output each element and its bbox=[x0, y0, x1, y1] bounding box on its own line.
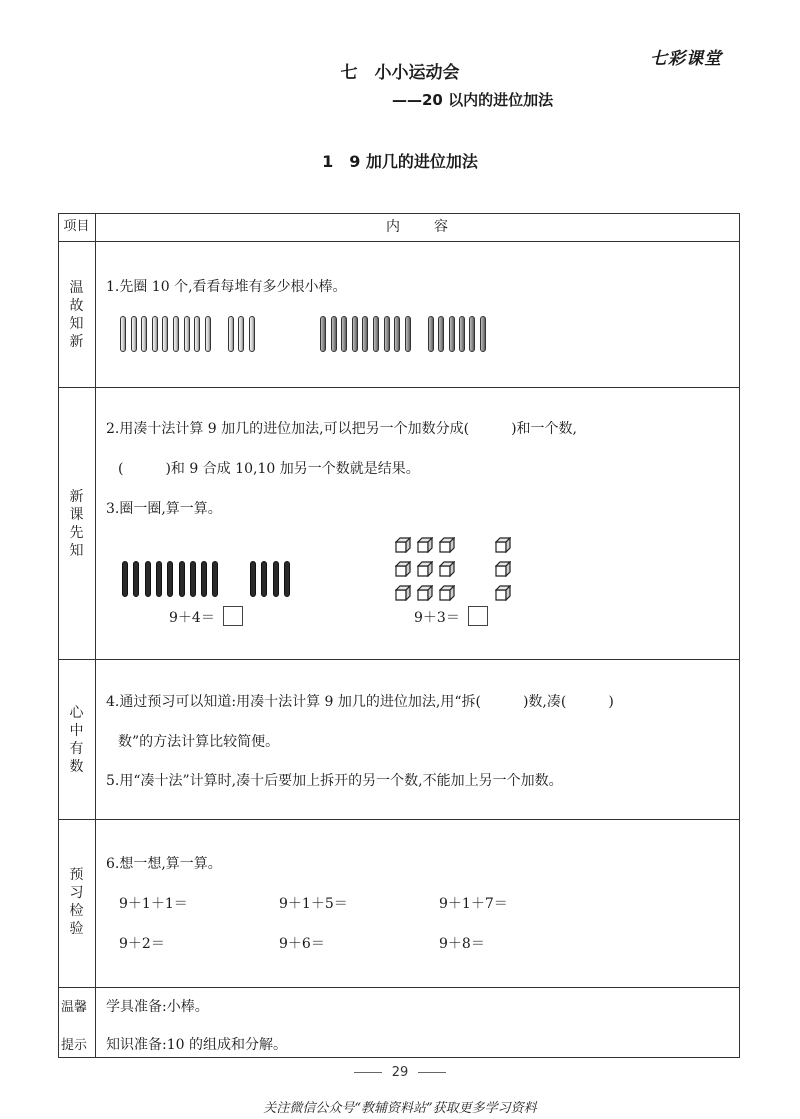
question-2-line-1: 2.用凑十法计算 9 加几的进位加法,可以把另一个加数分成( )和一个数, bbox=[106, 421, 577, 437]
row-divider bbox=[58, 387, 740, 388]
cube-icon bbox=[495, 585, 511, 601]
counting-stick bbox=[238, 316, 244, 352]
cube-icon bbox=[417, 537, 433, 553]
section-label-tips-2: 提示 bbox=[61, 1038, 88, 1053]
cube-icon bbox=[395, 537, 411, 553]
row-divider bbox=[58, 987, 740, 988]
footer-dash bbox=[418, 1072, 446, 1073]
cube-icon bbox=[439, 585, 455, 601]
counting-stick bbox=[152, 316, 158, 352]
cube-icon bbox=[417, 561, 433, 577]
section-label-new: 新 课 先 知 bbox=[69, 489, 84, 559]
counting-stick bbox=[173, 316, 179, 352]
exercise: 9＋1＋5＝ bbox=[279, 896, 348, 912]
counting-stick bbox=[131, 316, 137, 352]
question-6: 6.想一想,算一算。 bbox=[106, 856, 222, 872]
counting-stick bbox=[261, 561, 267, 597]
question-2-line-2: ( )和 9 合成 10,10 加另一个数就是结果。 bbox=[118, 461, 420, 477]
tip-tools: 学具准备:小棒。 bbox=[106, 999, 209, 1015]
counting-stick bbox=[179, 561, 185, 597]
section-label-check: 预 习 检 验 bbox=[69, 867, 84, 937]
counting-stick bbox=[184, 316, 190, 352]
counting-stick bbox=[480, 316, 486, 352]
counting-stick bbox=[133, 561, 139, 597]
footer-dash bbox=[354, 1072, 382, 1073]
counting-stick bbox=[284, 561, 290, 597]
counting-stick bbox=[201, 561, 207, 597]
counting-stick bbox=[331, 316, 337, 352]
question-1: 1.先圈 10 个,看看每堆有多少根小棒。 bbox=[106, 279, 347, 295]
exercise: 9＋2＝ bbox=[119, 936, 165, 952]
counting-stick bbox=[156, 561, 162, 597]
counting-stick bbox=[228, 316, 234, 352]
question-4-line-2: 数”的方法计算比较简便。 bbox=[118, 734, 280, 750]
counting-stick bbox=[190, 561, 196, 597]
cube-icon bbox=[439, 561, 455, 577]
cube-icon bbox=[395, 585, 411, 601]
counting-stick bbox=[249, 316, 255, 352]
section-label-review: 温 故 知 新 bbox=[69, 280, 84, 350]
counting-stick bbox=[167, 561, 173, 597]
counting-stick bbox=[405, 316, 411, 352]
section-label-tips-1: 温馨 bbox=[61, 1000, 88, 1015]
equation-9-plus-4: 9＋4＝ bbox=[169, 610, 215, 626]
counting-stick bbox=[141, 316, 147, 352]
unit-subtitle: ——20 以内的进位加法 bbox=[392, 91, 554, 109]
cube-icon bbox=[395, 561, 411, 577]
page-number: 29 bbox=[391, 1065, 409, 1080]
exercise: 9＋6＝ bbox=[279, 936, 325, 952]
counting-stick bbox=[469, 316, 475, 352]
counting-stick bbox=[250, 561, 256, 597]
unit-title: 七 小小运动会 bbox=[340, 63, 460, 83]
question-3: 3.圈一圈,算一算。 bbox=[106, 501, 222, 517]
row-divider bbox=[58, 241, 740, 242]
question-4-line-1: 4.通过预习可以知道:用凑十法计算 9 加几的进位加法,用“拆( )数,凑( ) bbox=[106, 694, 614, 710]
cube-icon bbox=[495, 537, 511, 553]
footer-note: 关注微信公众号“教辅资料站”获取更多学习资料 bbox=[263, 1101, 537, 1116]
counting-stick bbox=[394, 316, 400, 352]
equation-9-plus-3: 9＋3＝ bbox=[414, 610, 460, 626]
counting-stick bbox=[162, 316, 168, 352]
counting-stick bbox=[438, 316, 444, 352]
exercise: 9＋8＝ bbox=[439, 936, 485, 952]
counting-stick bbox=[205, 316, 211, 352]
counting-stick bbox=[120, 316, 126, 352]
page-footer bbox=[0, 1065, 800, 1080]
header-item: 项目 bbox=[63, 219, 90, 234]
cube-icon bbox=[439, 537, 455, 553]
lesson-title: 1 9 加几的进位加法 bbox=[322, 152, 478, 171]
counting-stick bbox=[273, 561, 279, 597]
counting-stick bbox=[428, 316, 434, 352]
exercise: 9＋1＋7＝ bbox=[439, 896, 508, 912]
cube-icon bbox=[495, 561, 511, 577]
row-divider bbox=[58, 819, 740, 820]
counting-stick bbox=[373, 316, 379, 352]
answer-box[interactable] bbox=[223, 606, 243, 626]
counting-stick bbox=[384, 316, 390, 352]
counting-stick bbox=[194, 316, 200, 352]
exercise: 9＋1＋1＝ bbox=[119, 896, 188, 912]
counting-stick bbox=[320, 316, 326, 352]
counting-stick bbox=[145, 561, 151, 597]
counting-stick bbox=[341, 316, 347, 352]
tip-knowledge: 知识准备:10 的组成和分解。 bbox=[106, 1037, 287, 1053]
counting-stick bbox=[212, 561, 218, 597]
counting-stick bbox=[352, 316, 358, 352]
brand-logo: 七彩课堂 bbox=[650, 49, 722, 69]
counting-stick bbox=[122, 561, 128, 597]
counting-stick bbox=[459, 316, 465, 352]
answer-box[interactable] bbox=[468, 606, 488, 626]
section-label-heart: 心 中 有 数 bbox=[69, 705, 84, 775]
column-divider bbox=[95, 213, 96, 1058]
counting-stick bbox=[362, 316, 368, 352]
row-divider bbox=[58, 659, 740, 660]
header-content: 内 容 bbox=[386, 219, 450, 235]
cube-icon bbox=[417, 585, 433, 601]
counting-stick bbox=[449, 316, 455, 352]
question-5: 5.用“凑十法”计算时,凑十后要加上拆开的另一个数,不能加上另一个加数。 bbox=[106, 773, 563, 789]
